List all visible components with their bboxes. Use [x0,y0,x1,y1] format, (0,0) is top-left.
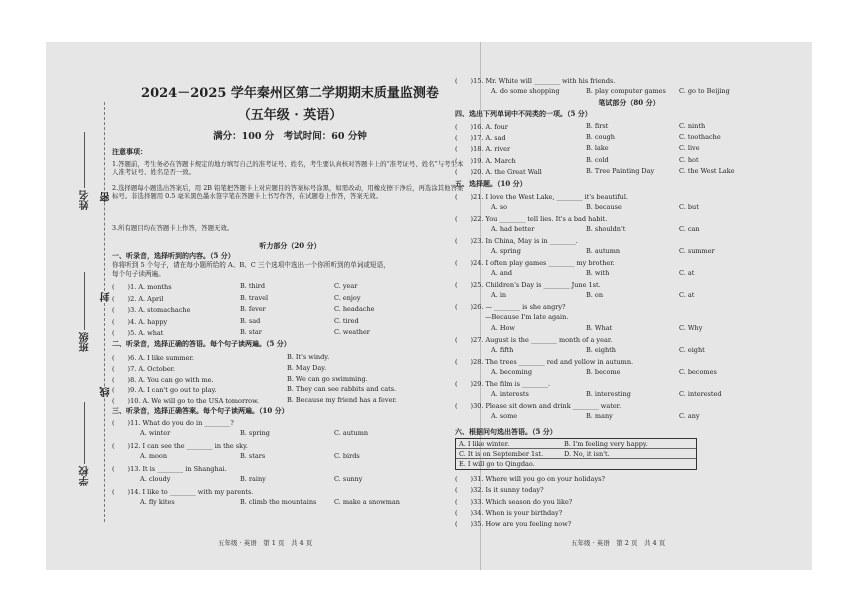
option-a: A. some [491,411,518,420]
question-text: ( )27. August is the ________ month of a year. [455,335,613,344]
option-c: C. year [334,282,358,290]
option-b: B. interesting [586,389,631,398]
option-c: C. tired [334,316,359,325]
question-text: ( )20. A. the Great Wall [455,167,542,176]
writing-header: 笔试部分（80 分） [598,98,660,107]
option-b: B. It's windy. [287,353,330,361]
question-text: ( )25. Children's Day is ________ June 1st. [455,281,601,289]
choice-question-options [451,203,807,212]
answer-option: D. No, it isn't. [564,450,610,458]
option-a: A. so [491,202,508,211]
odd-one-out-question [451,167,807,176]
choice-question [451,335,807,344]
question-text: ( )2. A. April [112,294,164,303]
question-text: ( )14. I like to ________ with my parents. [112,488,254,496]
seal-char: 线 [101,387,112,397]
question-text: —Because I'm late again. [485,312,569,321]
option-c: C. eight [679,345,705,354]
option-b: B. first [586,122,609,130]
option-b: B. stars [240,452,266,460]
option-b: B. third [240,282,266,290]
section1-instruction: 每个句子读两遍。 [112,270,165,278]
section2-title: 二、听录音，选择正确的答语。每个句子读两遍。（5 分） [112,339,291,348]
question-text: ( )4. A. happy [112,317,168,326]
question-text: ( )28. The trees ________ red and yellow in autumn. [455,357,634,366]
question-text: ( )31. Where will you go on your holidays? [455,475,605,483]
school-label: 学校 [80,466,91,486]
option-c: C. interested [679,389,722,398]
answer-option: B. I'm feeling very happy. [564,440,648,448]
option-c: C. summer [679,246,715,255]
option-a: A. cloudy [140,475,171,483]
question-text: ( )9. A. I can't go out to play. [112,386,217,395]
option-a: A. becoming [491,367,532,376]
choice-question [451,192,807,201]
choice-question-options [451,324,807,333]
option-c: C. hot [679,155,699,164]
option-b: B. on [586,290,604,299]
question-text: ( )33. Which season do you like? [455,497,573,506]
odd-one-out-question [451,133,807,142]
fill-question [112,464,472,473]
left-page [108,42,472,570]
question-text: ( )5. A. what [112,329,164,337]
option-a: A. interests [491,389,529,398]
option-a: A. fly kites [140,498,175,506]
notice-item: 3.所有题目均在答题卡上作答，答题无效。 [112,224,234,232]
option-b: B. fever [240,305,266,313]
question-text: ( )29. The film is ________. [455,379,551,388]
response-question [112,364,472,373]
option-c: C. becomes [679,367,717,376]
listening-question [112,317,472,326]
question-text: ( )10. A. We will go to the USA tomorrow. [112,397,259,406]
choice-question-options [451,346,807,355]
question-text: ( )32. Is it sunny today? [455,486,544,495]
option-c: C. headache [334,305,375,313]
question-text: ( )13. It is ________ in Shanghai. [112,465,227,473]
question-text: ( )23. In China, May is in ________. [455,237,578,245]
choice-question [451,357,807,366]
choice-question-options [451,269,807,278]
option-b: B. rainy [240,475,266,483]
option-b: B. Because my friend has a fever. [287,396,397,405]
choice-question-options [451,368,807,377]
question-text: ( )26. — ________ is she angry? [455,303,566,311]
option-b: B. lake [586,144,609,153]
option-b: B. eighth [586,345,616,354]
match-question [451,474,807,483]
option-c: C. ninth [679,122,706,130]
fill-question-options [112,429,472,438]
response-question [112,353,472,362]
choice-question-options [451,412,807,421]
footer-right: 五年级 · 英语 第 2 页 共 4 页 [571,539,666,547]
option-b: B. climb the mountains [240,498,317,506]
seal-char: 密 [101,192,112,202]
question-text: ( )18. A. river [455,145,511,154]
option-b: B. May Day. [287,363,327,372]
option-b: B. They can see rabbits and cats. [287,385,397,394]
score-time-line: 满分：100 分 考试时间：60 分钟 [213,131,367,142]
choice-question-options [451,247,807,256]
option-c: C. autumn [334,429,369,437]
notice-header: 注意事项： [112,147,147,156]
option-b: B. many [586,411,613,420]
footer-left: 五年级 · 英语 第 1 页 共 4 页 [218,539,313,547]
option-a: A. had better [491,224,535,233]
choice-question [451,280,807,289]
response-question [112,375,472,384]
question-text: ( )19. A. March [455,156,516,165]
option-c: C. but [679,202,699,211]
question-text: ( )24. I often play games ________ my brother. [455,259,615,267]
option-a: A. How [491,323,515,332]
seal-line [104,102,105,522]
fill-question [112,441,472,450]
option-a: A. and [491,268,513,277]
notice-item: 1.答题前，考生务必在答题卡规定的地方填写自己的准考证号、姓名，考生要认真核对答题卡上的“准考证号、姓名”与考生本人准考证号、姓名是否一致。 [112,160,464,176]
question-text: ( )6. A. I like summer. [112,354,194,362]
name-label: 姓名 [80,190,91,210]
right-page [451,42,807,570]
question-text: ( )35. How are you feeling now? [455,520,572,529]
option-c: C. live [679,144,700,153]
option-b: B. What [586,323,613,332]
question-text: ( )30. Please sit down and drink ________ water. [455,401,622,410]
class-label: 班级 [80,332,91,352]
option-b: B. autumn [586,246,621,255]
section1-title: 一、听录音，选择听到的内容。（5 分） [112,251,235,260]
class-field-line[interactable] [84,272,85,330]
listening-header: 听力部分（20 分） [259,241,321,250]
odd-one-out-question [451,122,807,131]
question-text: ( )21. I love the West Lake, ________ it's beautiful. [455,193,628,201]
response-question [112,385,472,394]
option-b: B. because [586,202,622,211]
name-field-line[interactable] [84,132,85,188]
option-b: B. shouldn't [586,224,626,233]
option-b: B. We can go swimming. [287,374,368,383]
option-c: C. enjoy [334,293,361,302]
choice-question [451,214,807,223]
option-b: B. sad [240,316,261,325]
match-question [451,519,807,528]
option-c: C. Why [679,323,703,332]
match-question [451,508,807,517]
question-text: ( )22. You ________ tell lies. It's a bad habit. [455,215,608,223]
answer-options-box [455,438,697,470]
option-a: A. in [491,290,507,299]
option-a: A. moon [140,452,168,460]
question-15-options: A. do some shopping B. play computer games C. go to Beijing [491,87,730,95]
listening-question [112,282,472,291]
option-b: B. cold [586,155,609,164]
listening-question [112,305,472,314]
option-a: A. fifth [491,345,514,354]
section4-title: 四、选出下列单词中不同类的一项。（5 分） [455,109,592,118]
choice-question [451,302,807,311]
question-text: ( )16. A. four [455,123,508,131]
answer-option: E. I will go to Qingdao. [459,460,535,468]
exam-subtitle: （五年级 · 英语） [237,108,343,123]
school-field-line[interactable] [84,402,85,464]
choice-question [451,236,807,245]
odd-one-out-question [451,144,807,153]
seal-char: 封 [101,292,112,302]
option-b: B. star [240,328,262,336]
option-c: C. can [679,224,700,233]
fill-question [112,418,472,427]
question-text: ( )8. A. You can go with me. [112,375,214,384]
option-c: C. toothache [679,133,721,142]
option-c: C. at [679,290,695,299]
section6-title: 六、根据问句选出答语。（5 分） [455,427,557,436]
choice-question [451,258,807,267]
option-c: C. weather [334,328,370,336]
option-c: C. birds [334,452,360,460]
question-text: ( )12. I can see the ________ in the sky. [112,442,248,450]
option-b: B. become [586,367,621,376]
option-c: C. at [679,268,695,277]
option-a: A. spring [491,246,521,255]
section1-instruction: 你将听到 5 个句子，请在每小题所给的 A、B、C 三个选项中选出一个你所听到的单词或短语， [112,261,390,269]
exam-sheet [46,42,812,570]
exam-title: 2024－2025 学年秦州区第二学期期末质量监测卷 [141,86,439,101]
section3-title: 三、听录音，选择正确答案。每个句子读两遍。（10 分） [112,406,289,415]
option-c: C. the West Lake [679,166,735,175]
odd-one-out-question [451,156,807,165]
notice-item: 2.选择题每小题选出答案后，用 2B 铅笔把答题卡上对应题目的答案标号涂黑，如需改动，用橡皮擦干净后，再选涂其他答案标号。非选择题用 0.5 毫米黑色墨水签字笔在答题卡上书写作答，在试题卷上作答，答案无效。 [112,184,464,200]
choice-question-options [451,225,807,234]
option-b: B. spring [240,429,270,437]
fill-question [112,487,472,496]
question-text: ( )34. When is your birthday? [455,508,563,517]
listening-question [112,328,472,337]
option-a: A. winter [140,429,171,437]
question-text: ( )7. A. October. [112,364,176,373]
question-text: ( )17. A. sad [455,134,506,143]
option-b: B. Tree Painting Day [586,166,655,175]
question-text: ( )3. A. stomachache [112,306,191,314]
match-question [451,485,807,494]
option-b: B. travel [240,293,269,302]
choice-question [451,401,807,410]
match-question [451,497,807,506]
choice-question [451,379,807,388]
fill-question-options [112,498,472,507]
listening-question [112,294,472,303]
section5-title: 五、选择题。（10 分） [455,179,527,188]
option-b: B. with [586,268,610,277]
question-text: ( )11. What do you do in ________? [112,419,234,427]
option-c: C. any [679,411,700,420]
option-c: C. sunny [334,475,363,483]
question-text: ( )1. A. months [112,283,172,291]
response-question [112,396,472,405]
question-15: ( )15. Mr. White will ________ with his friends. [455,77,616,85]
fill-question-options [112,475,472,484]
option-b: B. cough [586,133,615,142]
answer-option: C. It is on September 1st. [459,450,544,458]
fill-question-options [112,452,472,461]
choice-question-reply [451,313,807,322]
answer-option: A. I like winter. [459,440,510,448]
option-c: C. make a snowman [334,498,400,506]
choice-question-options [451,291,807,300]
choice-question-options [451,390,807,399]
